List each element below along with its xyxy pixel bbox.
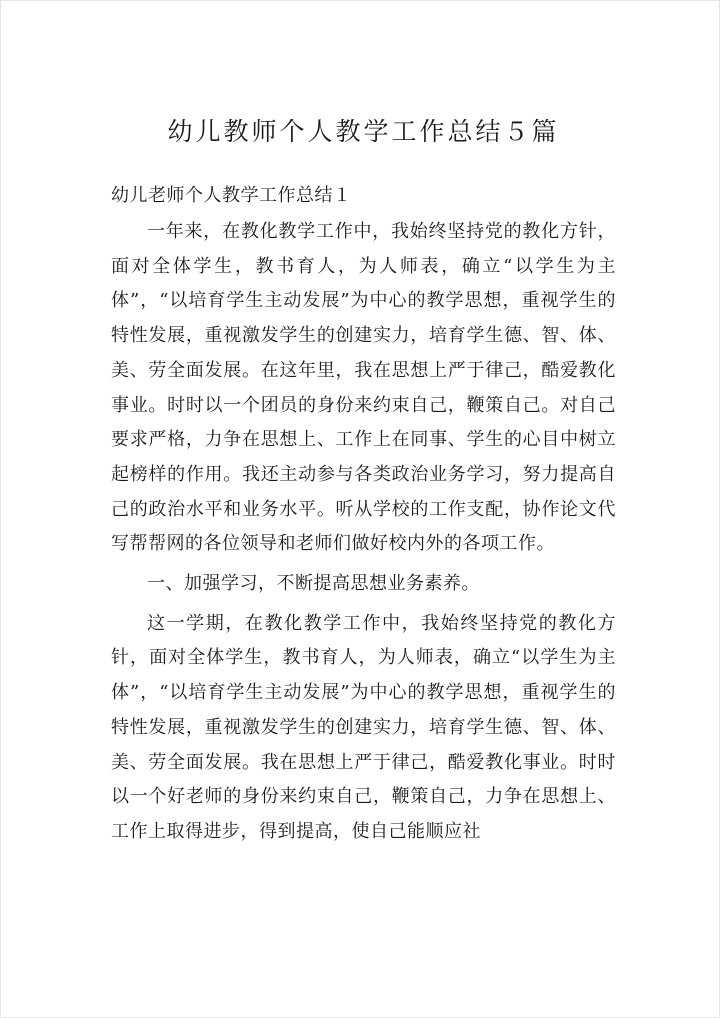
document-title: 幼儿教师个人教学工作总结５篇 [167, 117, 560, 146]
paragraph-intro: 一年来，在教化教学工作中，我始终坚持党的教化方针，面对全体学生，教书育人，为人师表，确立“以学生为主体”，“以培育学生主动发展”为中心的教学思想，重视学生的特性发展，重视激发学生的创建实力，培育学生德、智、体、美、劳全面发展。在这年里，我在思想上严于律己，酷爱教化事业。时时以一个团员的身份来约束自己，鞭策自己。对自己要求严格，力争在思想上、工作上在同事、学生的心目中树立起榜样的作用。我还主动参与各类政治业务学习，努力提高自己的政治水平和业务水平。听从学校的工作支配，协作论文代写帮帮网的各位领导和老师们做好校内外的各项工作。 [111, 221, 616, 555]
section-heading: 幼儿老师个人教学工作总结１ [111, 185, 352, 206]
paragraph-section-heading: 一、加强学习，不断提高思想业务素养。 [147, 573, 480, 595]
document-body [111, 107, 616, 850]
paragraph-body: 这一学期，在教化教学工作中，我始终坚持党的教化方针，面对全体学生，教书育人，为人师表，确立“以学生为主体”，“以培育学生主动发展”为中心的教学思想，重视学生的特性发展，重视激发学生的创建实力，培育学生德、智、体、美、劳全面发展。我在思想上严于律己，酷爱教化事业。时时以一个好老师的身份来约束自己，鞭策自己，力争在思想上、工作上取得进步，得到提高，使自己能顺应社 [111, 612, 616, 842]
